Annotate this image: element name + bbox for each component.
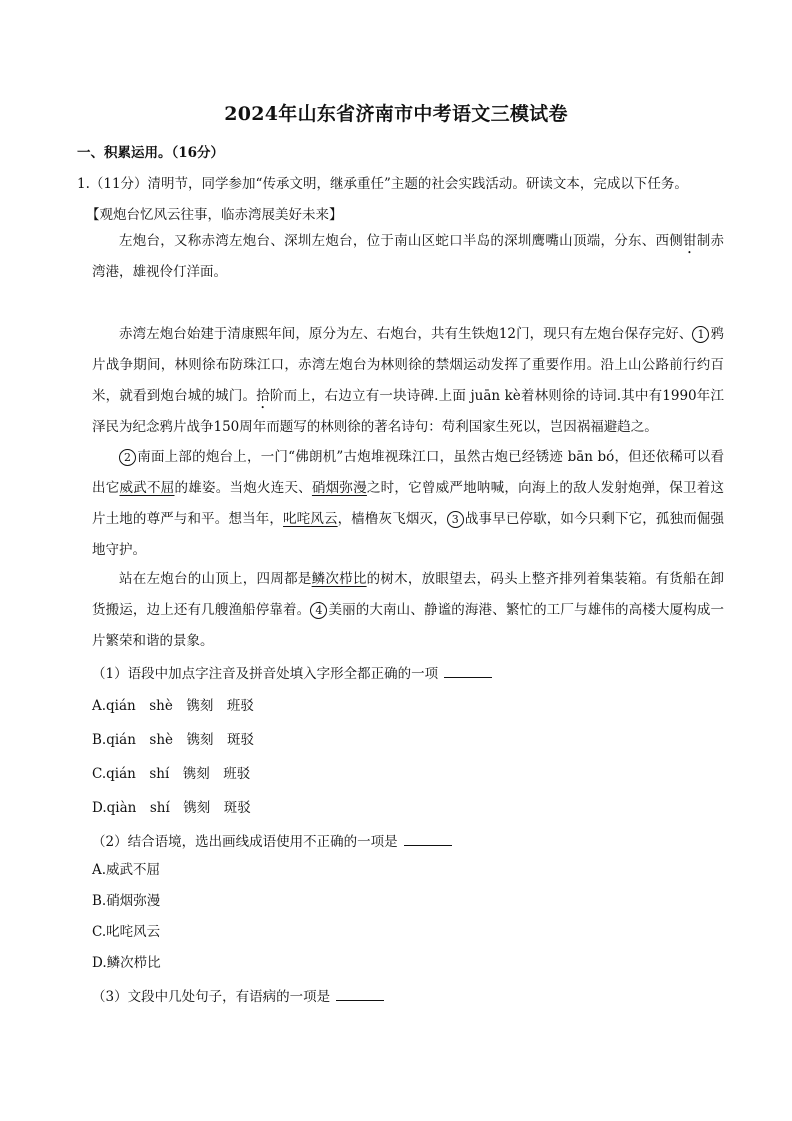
subquestion-3-text: （3）文段中几处句子，有语病的一项是: [92, 989, 331, 1005]
circled-number-2: 2: [119, 449, 136, 466]
p2-text-c: 阶而上，右边立有一块诗碑.上面 juān kè着林则徐的诗词.其中有1990年江泽民为纪念鸦片战争150周年而题写的林则徐的著名诗句：苟利国家生死以，岂因祸福避趋之。: [92, 388, 724, 435]
answer-blank-1[interactable]: [444, 665, 492, 678]
section-heading: 一、积累运用。（16分）: [77, 145, 225, 161]
question-1-stem: 1.（11分）清明节，同学参加“传承文明，继承重任”主题的社会实践活动。研读文本，完成以下任务。: [77, 176, 688, 192]
subquestion-1-stem: [92, 662, 492, 682]
circled-number-3: 3: [447, 511, 464, 528]
p3-text-e: 战事早已停歇，如今只剩下它，孤独而倔强地守护。: [92, 511, 725, 558]
passage-subheading: 【观炮台忆风云往事，临赤湾展美好未来】: [86, 207, 343, 223]
underlined-idiom-4: 鳞次栉比: [311, 571, 367, 587]
page-title: 2024年山东省济南市中考语文三模试卷: [224, 103, 568, 125]
option-1a: A.qián shè 镌刻 班驳: [92, 698, 254, 714]
circled-number-1: 1: [692, 326, 709, 343]
answer-blank-3[interactable]: [336, 988, 384, 1001]
passage-paragraph-2: [92, 319, 724, 443]
underlined-idiom-3: 叱咤风云: [283, 511, 338, 527]
option-1d: D.qiàn shí 镌刻 斑驳: [92, 800, 251, 816]
passage-paragraph-1: [92, 226, 724, 288]
option-1c: C.qián shí 镌刻 班驳: [92, 766, 251, 782]
underlined-idiom-2: 硝烟弥漫: [311, 480, 367, 496]
p4-text-c: 美丽的大南山、静谧的海港、繁忙的工厂与雄伟的高楼大厦构成一片繁荣和谐的景象。: [92, 602, 725, 649]
answer-blank-2[interactable]: [404, 833, 452, 846]
p4-text-a: 站在左炮台的山顶上，四周都是: [119, 571, 312, 587]
p1-text-b: 制赤湾港，雄视伶仃洋面。: [92, 233, 725, 280]
p2-text-a: 赤湾左炮台始建于清康熙年间，原分为左、右炮台，共有生铁炮12门，现只有左炮台保存完好、: [119, 326, 693, 342]
subquestion-3-stem: [92, 985, 384, 1005]
option-2c: C.叱咤风云: [92, 924, 161, 940]
option-2b: B.硝烟弥漫: [92, 893, 161, 909]
passage-paragraph-4: [92, 564, 724, 657]
underlined-idiom-1: 威武不屈: [119, 480, 175, 496]
p3-text-d: ，樯橹灰飞烟灭，: [337, 511, 447, 527]
p4-text-b: 的树木，放眼望去，码头上整齐排列着集装箱。有货船在卸货搬运，边上还有几艘渔船停靠着。: [92, 571, 725, 618]
subquestion-2-text: （2）结合语境，选出画线成语使用不正确的一项是: [92, 834, 398, 850]
option-2a: A.威武不屈: [92, 862, 161, 878]
subquestion-1-text: （1）语段中加点字注音及拼音处填入字形全都正确的一项: [92, 666, 439, 682]
p3-text-c: 之时，它曾威严地呐喊，向海上的敌人发射炮弹，保卫着这片土地的尊严与和平。想当年，: [92, 480, 725, 527]
p3-text-a: 南面上部的炮台上，一门“佛朗机”古炮堆视珠江口，虽然古炮已经锈迹 bān bó，但还依稀可以看出它: [92, 449, 724, 496]
passage-paragraph-3: [92, 442, 724, 566]
option-2d: D.鳞次栉比: [92, 955, 161, 971]
p1-dotted-char: 钳: [683, 233, 697, 249]
subquestion-2-stem: [92, 830, 452, 850]
option-1b: B.qián shè 镌刻 斑驳: [92, 732, 255, 748]
circled-number-4: 4: [310, 602, 327, 619]
p1-text-a: 左炮台，又称赤湾左炮台、深圳左炮台，位于南山区蛇口半岛的深圳鹰嘴山顶端，分东、西侧: [119, 233, 683, 249]
p2-dotted-char: 拾: [256, 388, 270, 404]
p3-text-b: 的雄姿。当炮火连天、: [174, 480, 312, 496]
p2-text-b: 鸦片战争期间，林则徐布防珠江口，赤湾左炮台为林则徐的禁烟运动发挥了重要作用。沿上山公路前行约百米，就看到炮台城的城门。: [92, 326, 725, 404]
